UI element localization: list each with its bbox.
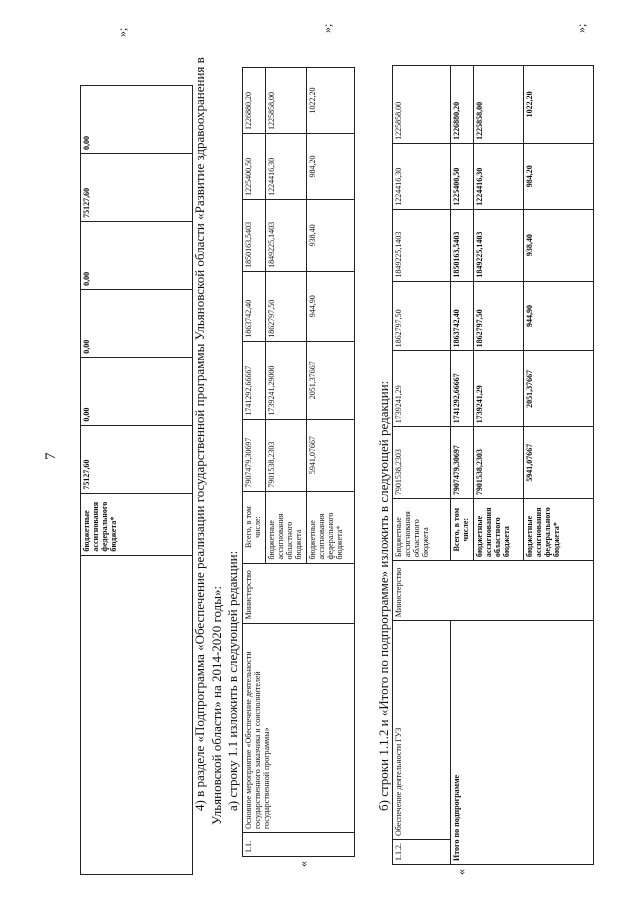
table-cell: 944,90 <box>523 281 593 351</box>
table-cell: 1739241,29000 <box>265 341 306 419</box>
top-row-spacer <box>81 555 193 874</box>
table-cell: 1226880,20 <box>451 66 474 144</box>
row-label: Всего, в том числе: <box>243 491 266 563</box>
para-b: б) строки 1.1.2 и «Итого по подпрограмме» изложить в следующей редакции: <box>376 380 391 811</box>
row-executor: Министерство <box>243 563 355 623</box>
table-cell: 1741292,66667 <box>243 341 266 419</box>
total-label: Итого по подпрограмме <box>451 621 594 865</box>
table-cell: 0,00 <box>81 357 193 425</box>
table-cell: 1850163,5403 <box>451 209 474 281</box>
table-cell: 7907479,30697 <box>451 427 474 499</box>
table-cell: 1862797,50 <box>473 281 523 351</box>
table-cell: 1022,20 <box>306 68 354 134</box>
table-cell: 1741292,66667 <box>451 351 474 427</box>
table-cell: 1739241,29 <box>393 351 451 427</box>
row-label: Всего, в том числе: <box>451 499 474 561</box>
table-cell: 0,00 <box>81 289 193 357</box>
row-name: Обеспечение деятельности ГУЗ <box>393 621 451 840</box>
table-cell: 1225858,00 <box>473 66 523 144</box>
table-cell: 1863742,40 <box>451 281 474 351</box>
table-cell: 984,20 <box>306 134 354 200</box>
table-cell: 7901538,2303 <box>265 419 306 491</box>
table-cell: 1863742,40 <box>243 271 266 341</box>
table-cell: 1224416,30 <box>265 134 306 200</box>
table-cell: 938,40 <box>306 199 354 271</box>
para-a: а) строку 1.1 изложить в следующей редакции: <box>225 550 240 811</box>
table-cell: 1225858,00 <box>393 66 451 144</box>
row-executor: Министерство <box>393 561 594 621</box>
table-cell: 2051,37667 <box>523 351 593 427</box>
row-label: бюджетные ассигнования областного бюджета <box>265 491 306 563</box>
table-cell: 7901538,2303 <box>393 427 451 499</box>
table-cell: 5941,07667 <box>306 419 354 491</box>
table-cell: 944,90 <box>306 271 354 341</box>
table-cell: 1225858,00 <box>265 68 306 134</box>
table-b <box>392 65 594 865</box>
table-cell: 1849225,1403 <box>393 209 451 281</box>
table-cell: 984,20 <box>523 143 593 209</box>
row-label: бюджетные ассигнования федерального бюджета* <box>306 491 354 563</box>
table-a-open: « <box>296 861 310 867</box>
row-label: Бюджетные ассигнования областного бюджета <box>393 499 451 561</box>
table-cell: 75127,60 <box>81 425 193 493</box>
table-cell: 1862797,50 <box>265 271 306 341</box>
table-a-close: »; <box>320 23 334 33</box>
table-cell: 2051,37667 <box>306 341 354 419</box>
table-cell: 7901538,2303 <box>473 427 523 499</box>
table-b-close: »; <box>574 23 588 33</box>
top-table <box>80 85 193 875</box>
table-cell: 1226880,20 <box>243 68 266 134</box>
top-table-close: »; <box>115 27 129 37</box>
table-cell: 1224416,30 <box>393 143 451 209</box>
top-row-label: бюджетные ассигнования федерального бюджета* <box>81 493 193 555</box>
table-cell: 938,40 <box>523 209 593 281</box>
table-cell: 0,00 <box>81 86 193 154</box>
table-cell: 1225400,50 <box>243 134 266 200</box>
table-cell: 1850163,5403 <box>243 199 266 271</box>
table-cell: 1225400,50 <box>451 143 474 209</box>
table-cell: 1849225,1403 <box>265 199 306 271</box>
table-cell: 1224416,30 <box>473 143 523 209</box>
row-name: Основное мероприятие «Обеспечение деятельности государственного заказчика и соисполнителей государственной программы» <box>243 623 355 833</box>
table-a <box>242 67 355 857</box>
table-cell: 1862797,50 <box>393 281 451 351</box>
table-cell: 1022,20 <box>523 66 593 144</box>
row-number: 1.1.2. <box>393 840 451 865</box>
table-cell: 1739241,29 <box>473 351 523 427</box>
table-b-open: « <box>454 869 468 875</box>
table-cell: 5941,07667 <box>523 427 593 499</box>
table-cell: 1849225,1403 <box>473 209 523 281</box>
table-cell: 0,00 <box>81 221 193 289</box>
table-cell: 75127,60 <box>81 153 193 221</box>
para-main: 4) в разделе «Подпрограмма «Обеспечение реализации государственной программы Ульяновской области «Развитие здравоохранения в Ульяновской области» на 2014-2020 годы»: <box>192 57 224 825</box>
table-cell: 7907479,30697 <box>243 419 266 491</box>
row-label: бюджетные ассигнования федерального бюджета* <box>523 499 593 561</box>
page-number: 7 <box>43 452 59 460</box>
row-number: 1.1. <box>243 833 355 857</box>
row-label: бюджетные ассигнования областного бюджета <box>473 499 523 561</box>
